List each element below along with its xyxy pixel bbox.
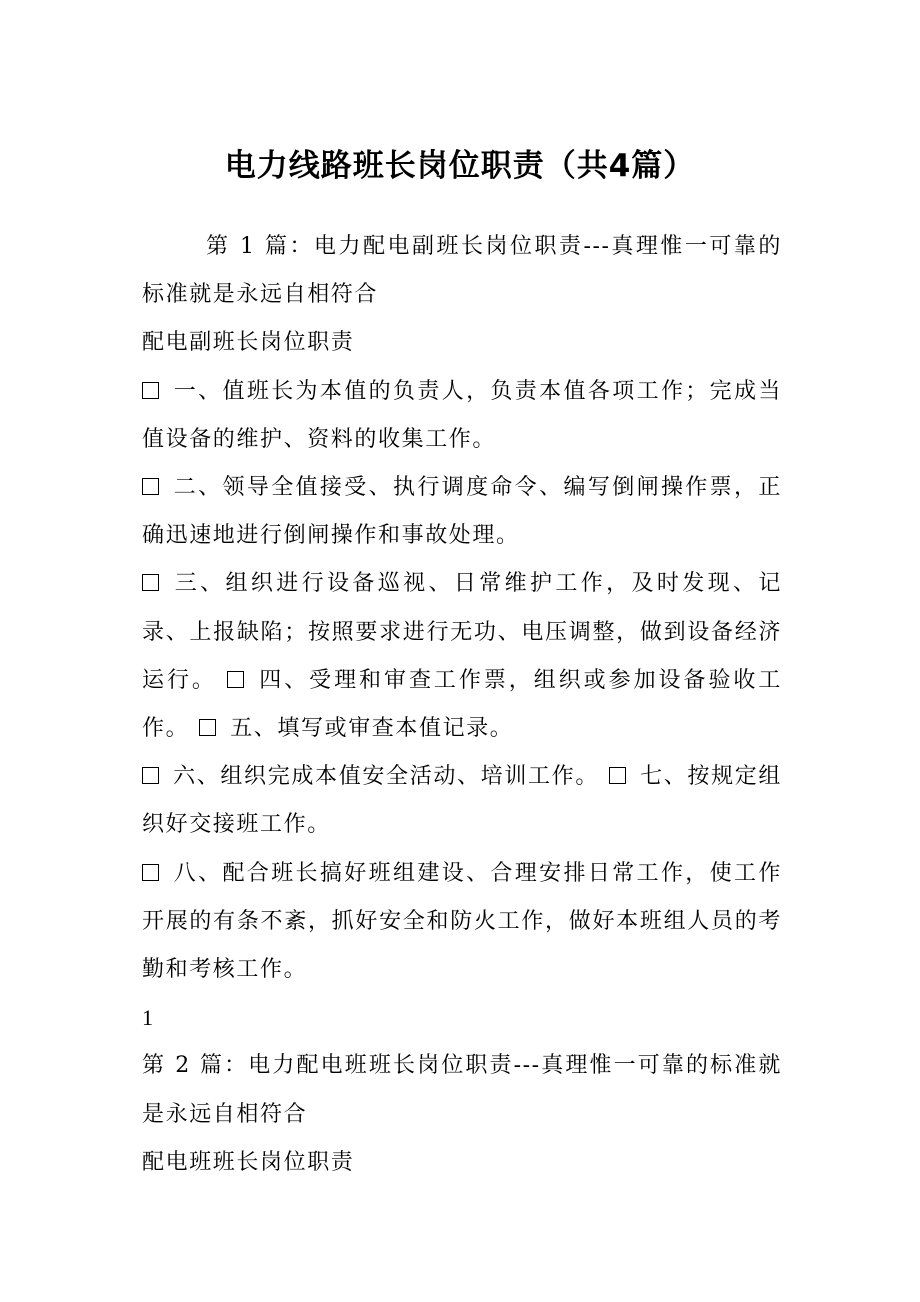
duty-item-2 — [142, 464, 782, 560]
duty-item-text: 六、组织完成本值安全活动、培训工作。 — [173, 764, 600, 790]
duty-item-text: 三、组织进行设备巡视、日常维护工作，及时发现、记录、上报缺陷；按照要求进行无功、电压调整，做到设备经济运行。 — [142, 571, 782, 693]
checkbox-icon — [142, 382, 159, 399]
checkbox-icon — [227, 671, 244, 688]
checkbox-icon — [142, 574, 159, 591]
duty-item-6 — [142, 753, 782, 849]
duty-item-text: 二、领导全值接受、执行调度命令、编写倒闸操作票，正确迅速地进行倒闸操作和事故处理。 — [142, 475, 782, 549]
section-2-subtitle: 配电班班长岗位职责 — [142, 1149, 355, 1175]
duty-item-8 — [142, 850, 782, 995]
duty-item-text: 一、值班长为本值的负责人，负责本值各项工作；完成当值设备的维护、资料的收集工作。 — [142, 378, 782, 452]
checkbox-icon — [142, 478, 159, 495]
document-body — [142, 223, 782, 1187]
duty-item-text: 八、配合班长搞好班组建设、合理安排日常工作，使工作开展的有条不紊，抓好安全和防火工作，做好本班组人员的考勤和考核工作。 — [142, 860, 782, 983]
duty-item-text: 四、受理和审查工作票，组织或参加设备验收工作。 — [142, 667, 782, 742]
section-2-heading: 第 2 篇：电力配电班班长岗位职责---真理惟一可靠的标准就是永远自相符合 — [142, 1053, 782, 1127]
checkbox-icon — [142, 767, 159, 784]
duty-item-text: 五、填写或审查本值记录。 — [230, 716, 514, 742]
duty-item-text: 七、按规定组织好交接班工作。 — [142, 764, 782, 838]
section-1-subtitle: 配电副班长岗位职责 — [142, 330, 355, 356]
checkbox-icon — [142, 864, 159, 881]
checkbox-icon — [199, 719, 216, 736]
document-title: 电力线路班长岗位职责（共4篇） — [224, 148, 696, 184]
duty-item-3 — [142, 560, 782, 753]
duty-item-1 — [142, 368, 782, 464]
checkbox-icon — [609, 767, 626, 784]
section-1-heading: 第 1 篇：电力配电副班长岗位职责---真理惟一可靠的标准就是永远自相符合 — [142, 234, 782, 308]
page-number: 1 — [142, 1005, 155, 1031]
